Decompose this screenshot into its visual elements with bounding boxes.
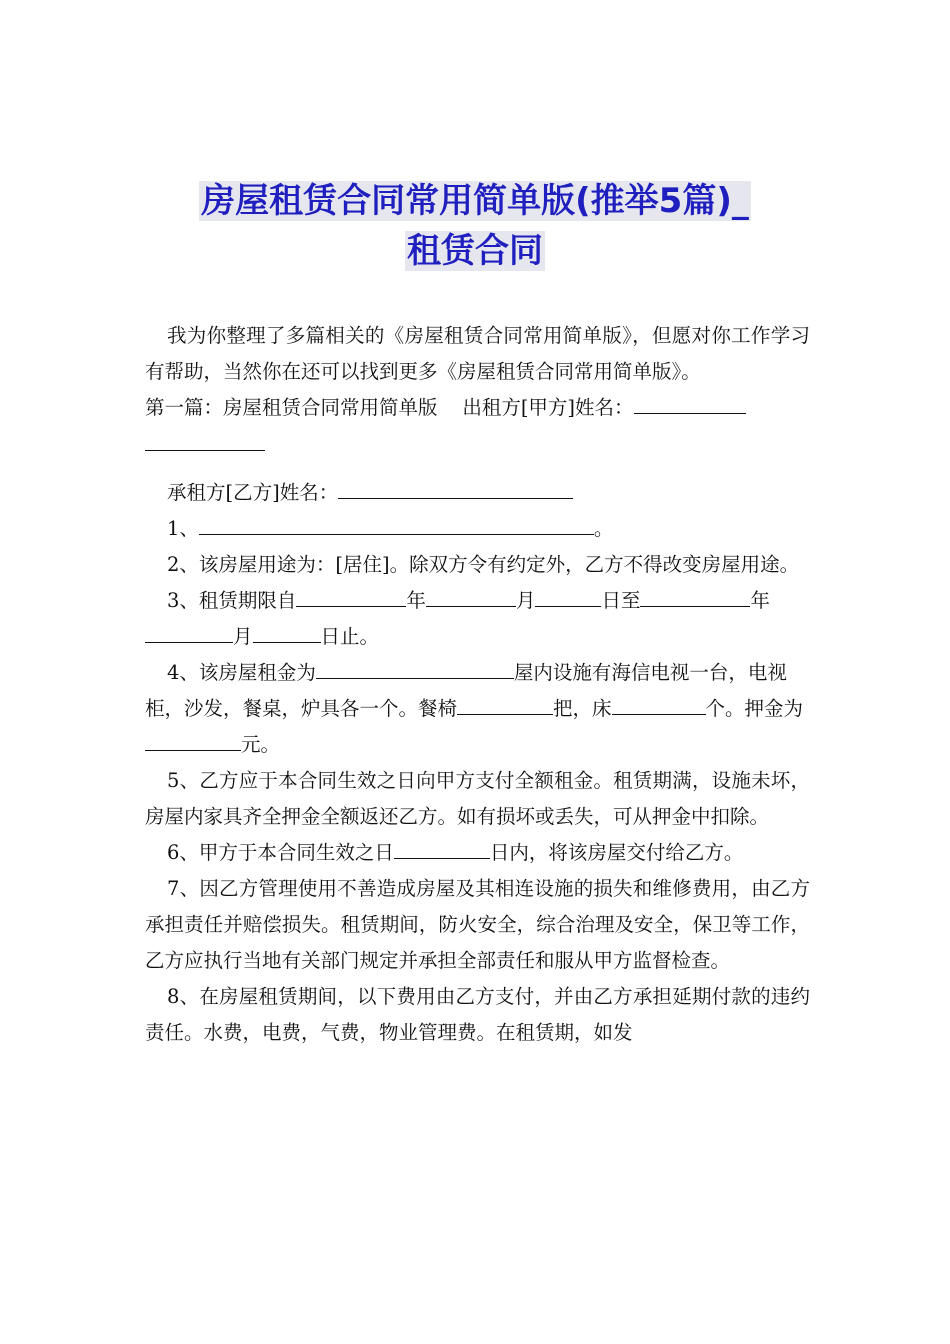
start-year-blank bbox=[296, 587, 406, 607]
clause-3-prefix: 3、租赁期限自 bbox=[167, 589, 297, 612]
lessor-label: 出租方[甲方]姓名： bbox=[462, 396, 634, 419]
title-line-2: 租赁合同 bbox=[407, 231, 543, 271]
end-month-blank bbox=[145, 623, 233, 643]
lessor-name-blank-cont bbox=[145, 432, 265, 451]
clause-7: 7、因乙方管理使用不善造成房屋及其相连设施的损失和维修费用，由乙方承担责任并赔偿损失。租赁期间，防火安全，综合治理及安全，保卫等工作，乙方应执行当地有关部门规定并承担全部责任和服从甲方监督检查。 bbox=[145, 877, 810, 972]
clause-3 bbox=[145, 583, 810, 655]
clause-4-middle: 屋内设施有海信电视一台，电视柜，沙发，餐桌，炉具各一个。餐椅 bbox=[145, 661, 787, 720]
clause-4-prefix: 4、该房屋租金为 bbox=[167, 661, 316, 684]
document-body bbox=[145, 318, 810, 1051]
section-first-heading-line bbox=[145, 390, 810, 451]
clause-1 bbox=[145, 511, 810, 547]
start-month-blank bbox=[426, 587, 516, 607]
month-label: 月 bbox=[515, 589, 536, 612]
beds-unit: 个。押金为 bbox=[705, 697, 804, 720]
year-label: 年 bbox=[406, 589, 426, 612]
beds-blank bbox=[612, 695, 696, 715]
beds-blank-cont bbox=[696, 695, 706, 715]
title-line-1: 房屋租赁合同常用简单版(推举5篇)_ bbox=[201, 181, 749, 221]
lessor-name-blank bbox=[634, 394, 746, 414]
clause-6-suffix: 日内，将该房屋交付给乙方。 bbox=[489, 841, 744, 864]
clause-1-blank bbox=[199, 515, 594, 535]
clause-2: 2、该房屋用途为：[居住]。除双方令有约定外，乙方不得改变房屋用途。 bbox=[167, 553, 800, 576]
clause-1-prefix: 1、 bbox=[167, 517, 199, 540]
end-month-label: 月 bbox=[233, 625, 253, 648]
lessee-name-blank bbox=[338, 479, 573, 499]
clause-8: 8、在房屋租赁期间，以下费用由乙方支付，并由乙方承担延期付款的违约责任。水费，电费，气费，物业管理费。在租赁期，如发 bbox=[145, 985, 810, 1044]
chairs-unit: 把，床 bbox=[553, 697, 612, 720]
clause-4 bbox=[145, 655, 810, 763]
chairs-blank bbox=[457, 695, 553, 715]
intro-paragraph: 我为你整理了多篇相关的《房屋租赁合同常用简单版》，但愿对你工作学习有帮助，当然你在还可以找到更多《房屋租赁合同常用简单版》。 bbox=[145, 324, 810, 383]
document-title bbox=[100, 176, 850, 276]
rent-blank bbox=[316, 659, 514, 679]
lessee-line bbox=[145, 475, 810, 511]
end-year-label: 年 bbox=[750, 589, 770, 612]
clause-6-prefix: 6、甲方于本合同生效之日 bbox=[167, 841, 394, 864]
end-day-blank bbox=[253, 623, 321, 643]
deposit-blank bbox=[145, 731, 241, 751]
handover-days-blank bbox=[394, 839, 490, 859]
clause-1-suffix: 。 bbox=[593, 517, 614, 540]
clause-5: 5、乙方应于本合同生效之日向甲方支付全额租金。租赁期满，设施未坏，房屋内家具齐全押金全额返还乙方。如有损坏或丢失，可从押金中扣除。 bbox=[145, 769, 810, 828]
lessee-label: 承租方[乙方]姓名： bbox=[167, 481, 339, 504]
deposit-unit: 元。 bbox=[241, 733, 281, 756]
section-heading: 第一篇：房屋租赁合同常用简单版 bbox=[145, 396, 438, 419]
day-to-label: 日至 bbox=[601, 589, 641, 612]
clause-6 bbox=[145, 835, 810, 871]
end-year-blank bbox=[640, 587, 750, 607]
day-end-label: 日止。 bbox=[320, 625, 380, 648]
start-day-blank bbox=[535, 587, 601, 607]
